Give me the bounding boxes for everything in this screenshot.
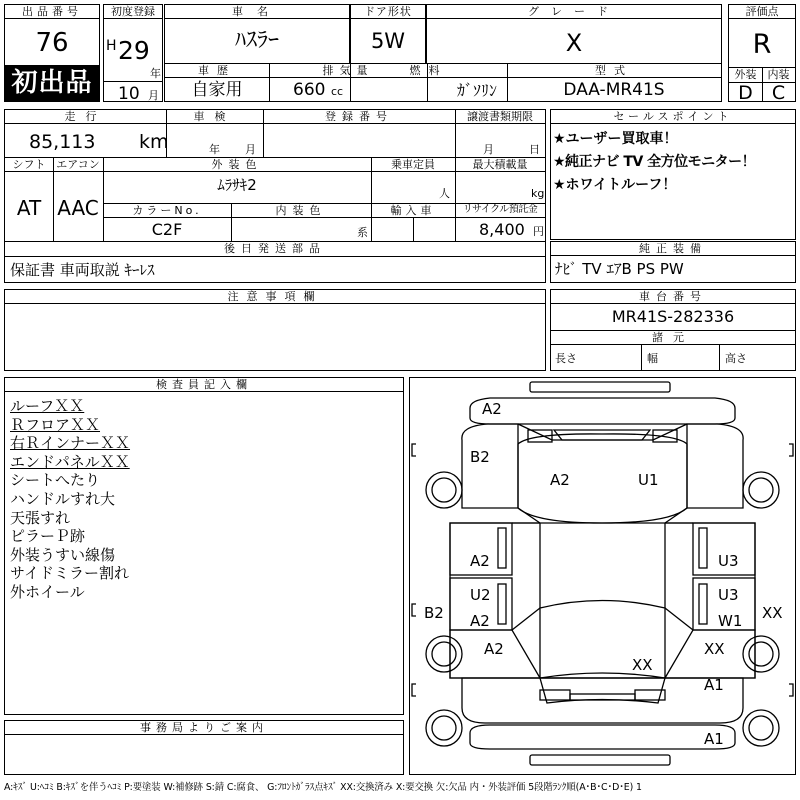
exterior-grade: D [738, 82, 753, 104]
inspector-note: ルーフＸＸ [10, 397, 85, 415]
recycle-unit: 円 [533, 225, 544, 238]
legend: A:ｷｽﾞ U:ﾍｺﾐ B:ｷｽﾞを伴うﾍｺﾐ P:要塗装 W:補修跡 S:錆 C:腐食、 G:ﾌﾛﾝﾄｶﾞﾗｽ点ｷｽﾞ XX:交換済み X:要交換 欠:欠品 内・外装評価 5段階ﾗﾝｸ順(A･B･C･D･E) 1 [4, 782, 642, 793]
fuel: ｶﾞｿﾘﾝ [457, 81, 498, 100]
first-registration-box [103, 4, 163, 102]
exterior-label: 外装 [734, 68, 757, 81]
displacement-unit: cc [331, 85, 344, 98]
inspector-note: ハンドルすれ大 [10, 489, 116, 508]
chassis-label: 車台番号 [551, 290, 795, 304]
car-diagram [410, 378, 795, 774]
mark-right-rear-side: XX [762, 604, 783, 622]
interior-grade: C [771, 82, 786, 104]
sales-point-2: ★純正ナビ TV 全方位モニター！ [553, 154, 756, 170]
door-box [350, 4, 426, 64]
transfer-month-unit: 月 [483, 143, 494, 156]
grade: X [565, 29, 583, 57]
height-label: 高さ [725, 352, 747, 365]
history: 自家用 [191, 80, 243, 100]
inspector-box [4, 377, 404, 715]
fuel-label: 燃料 [409, 64, 448, 77]
displacement: 660 [293, 80, 326, 100]
shift: AT [16, 196, 42, 220]
sales-points-box [550, 109, 796, 240]
chassis-number: MR41S-282336 [611, 307, 735, 326]
grade-label: グレード [427, 5, 721, 19]
equipment-label: 純正装備 [551, 242, 795, 256]
mark-hood-left: A2 [550, 471, 570, 489]
mileage-unit: km [139, 131, 169, 153]
mark-left-rear-door-top: U2 [470, 586, 491, 604]
lot-number: 76 [35, 28, 69, 58]
inspector-label: 検査員記入欄 [5, 378, 403, 392]
inspection-year-unit: 年 [209, 143, 220, 156]
era: H [106, 38, 117, 54]
inspector-note: 外ホイール [10, 582, 85, 601]
inspector-note: ピラーＰ跡 [10, 527, 86, 546]
first-reg-label: 初度登録 [104, 5, 162, 19]
color-no-label: カラーNo. [132, 204, 202, 217]
model: DAA-MR41S [563, 80, 665, 100]
rating: R [752, 29, 772, 60]
recycle-amount: 8,400 [479, 220, 525, 239]
displacement-label: 排気量 [322, 64, 374, 77]
history-label: 車歴 [198, 64, 236, 77]
car-name-box [164, 4, 350, 64]
mark-right-rear-door-top: U3 [718, 586, 739, 604]
max-load-label: 最大積載量 [472, 158, 528, 171]
interior-color-unit: 系 [357, 226, 368, 239]
inspector-note: エンドパネルＸＸ [10, 452, 130, 471]
sales-point-1: ★ユーザー買取車！ [553, 131, 678, 147]
mark-left-quarter: A2 [484, 640, 504, 658]
grade-box [426, 4, 722, 64]
mark-left-front-door: A2 [470, 552, 490, 570]
mark-left-rear-door: A2 [470, 612, 490, 630]
recycle-label: リサイクル預託金 [462, 204, 538, 215]
transfer-day-unit: 日 [529, 143, 540, 156]
mark-right-rear-door: W1 [718, 612, 743, 630]
inspector-note: 右ＲインナーＸＸ [10, 434, 131, 453]
month-unit: 月 [148, 89, 159, 102]
ac-label: エアコン [56, 158, 100, 171]
year-unit: 年 [150, 67, 161, 80]
rating-box [728, 4, 796, 102]
history-strip [164, 63, 722, 102]
inspector-note: サイドミラー割れ [10, 564, 129, 583]
equipment-box [550, 241, 796, 283]
sales-label: セールスポイント [551, 110, 795, 124]
capacity-unit: 人 [439, 187, 450, 200]
office-label: 事務局よりご案内 [5, 721, 403, 735]
ac: AAC [57, 196, 99, 220]
lot-label: 出品番号 [5, 5, 99, 19]
capacity-label: 乗車定員 [391, 158, 435, 171]
exterior-color-label: 外装色 [211, 158, 263, 171]
model-label: 型式 [595, 64, 633, 77]
inspector-note: シートへたり [10, 471, 101, 490]
shift-label: シフト [12, 158, 46, 171]
inspector-note: ＲフロアＸＸ [10, 415, 101, 434]
equipment-list: ﾅﾋﾞ TV ｴｱB PS PW [555, 260, 684, 278]
first-reg-month: 10 [118, 84, 140, 104]
later-parts: 保証書 車両取説 ｷｰﾚｽ [10, 261, 155, 279]
door-label: ドア形状 [351, 5, 425, 19]
plate-label: 登録番号 [325, 110, 393, 123]
caution-box [4, 289, 546, 371]
mileage: 85,113 [29, 131, 96, 153]
mark-rear-bumper: A1 [704, 730, 724, 748]
inspector-note: 天張すれ [10, 508, 71, 527]
sales-point-3: ★ホワイトルーフ！ [553, 177, 677, 193]
max-load-unit: kg [531, 187, 545, 200]
mark-right-rear-wheel: A1 [704, 676, 724, 694]
interior-color-label: 内装色 [275, 204, 327, 217]
inspector-notes [10, 397, 130, 602]
mark-roof: XX [632, 656, 653, 674]
inspection-month-unit: 月 [245, 143, 256, 156]
later-parts-label: 後日発送部品 [224, 242, 326, 255]
office-box [4, 720, 404, 775]
caution-label: 注意事項欄 [5, 290, 545, 304]
mileage-label: 走行 [64, 110, 107, 123]
mark-front-bumper: A2 [482, 400, 502, 418]
exterior-color: ﾑﾗｻｷ2 [217, 176, 257, 194]
inspection-label: 車検 [193, 110, 236, 123]
import-label: 輸入車 [390, 204, 436, 217]
first-listing-badge: 初出品 [4, 65, 100, 102]
inspector-note: 外装うすい線傷 [10, 545, 116, 564]
mark-left-front-fender: B2 [470, 448, 490, 466]
mark-left-rear-side: B2 [424, 604, 444, 622]
mark-right-quarter: XX [704, 640, 725, 658]
length-label: 長さ [555, 352, 577, 365]
first-reg-year: 29 [118, 36, 150, 65]
color-no: C2F [151, 220, 183, 239]
rating-label: 評価点 [729, 5, 795, 19]
car-name-label: 車名 [165, 5, 349, 19]
chassis-box [550, 289, 796, 371]
mark-right-front-door: U3 [718, 552, 739, 570]
door-type: 5W [370, 29, 406, 53]
width-label: 幅 [647, 352, 658, 365]
specs-label: 諸元 [551, 331, 795, 345]
transfer-label: 譲渡書類期限 [467, 110, 533, 123]
vehicle-info-box [4, 109, 546, 283]
mark-hood-right: U1 [638, 471, 659, 489]
car-name: ﾊｽﾗｰ [234, 28, 279, 53]
car-diagram-box [409, 377, 796, 775]
interior-label: 内装 [767, 68, 790, 81]
